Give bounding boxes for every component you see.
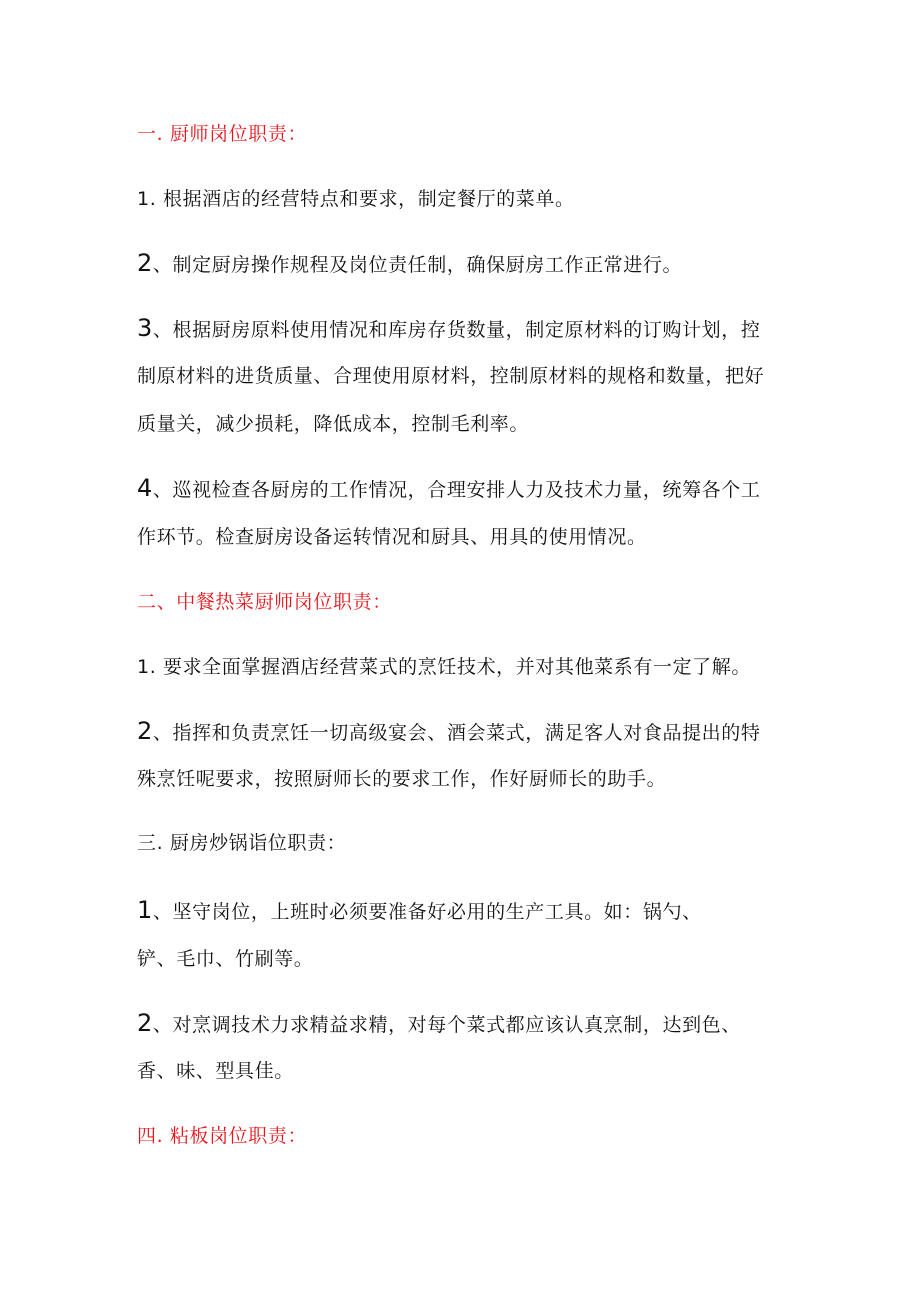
section2-heading: 二、中餐热菜厨师岗位职责： bbox=[137, 591, 392, 613]
section2-item2-line1 bbox=[137, 718, 797, 747]
item-number: 4 bbox=[137, 474, 153, 502]
item-text: 、坚守岗位，上班时必须要准备好必用的生产工具。如：锅勺、 bbox=[152, 901, 702, 923]
item-number: 2 bbox=[137, 1009, 153, 1037]
section2-item1: 1. 要求全面掌握酒店经营菜式的烹饪技术，并对其他菜系有一定了解。 bbox=[137, 656, 751, 678]
section3-item1-line2: 铲、毛巾、竹刷等。 bbox=[137, 948, 314, 970]
section3-heading: 三. 厨房炒锅诣位职责： bbox=[137, 832, 347, 854]
item-number: 3 bbox=[137, 314, 153, 342]
section1-item2 bbox=[137, 250, 797, 279]
section3-item1-line1 bbox=[137, 897, 797, 926]
item-text: 、巡视检查各厨房的工作情况，合理安排人力及技术力量，统筹各个工 bbox=[152, 479, 761, 501]
item-text: 、制定厨房操作规程及岗位责任制，确保厨房工作正常进行。 bbox=[152, 254, 683, 276]
section1-item3-line1 bbox=[137, 315, 797, 344]
item-text: 、根据厨房原料使用情况和库房存货数量，制定原材料的订购计划，控 bbox=[152, 319, 761, 341]
section2-item2-line2: 殊烹饪呢要求，按照厨师长的要求工作，作好厨师长的助手。 bbox=[137, 768, 667, 790]
section4-heading: 四. 粘板岗位职责： bbox=[137, 1125, 308, 1147]
item-number: 2 bbox=[137, 717, 153, 745]
section1-item1: 1. 根据酒店的经营特点和要求，制定餐厅的菜单。 bbox=[137, 188, 575, 210]
section3-item2-line2: 香、味、型具佳。 bbox=[137, 1060, 294, 1082]
section1-item4-line2: 作环节。检查厨房设备运转情况和厨具、用具的使用情况。 bbox=[137, 526, 647, 548]
section3-item2-line1 bbox=[137, 1010, 797, 1039]
item-text: 、指挥和负责烹饪一切高级宴会、酒会菜式，满足客人对食品提出的特 bbox=[152, 722, 761, 744]
section1-heading: 一. 厨师岗位职责： bbox=[137, 123, 308, 145]
section1-item4-line1 bbox=[137, 475, 797, 504]
section1-item3-line3: 质量关，减少损耗，降低成本，控制毛利率。 bbox=[137, 413, 530, 435]
item-number: 1 bbox=[137, 896, 153, 924]
item-text: 、对烹调技术力求精益求精，对每个菜式都应该认真烹制，达到色、 bbox=[152, 1014, 741, 1036]
item-number: 2 bbox=[137, 249, 153, 277]
section1-item3-line2: 制原材料的进货质量、合理使用原材料，控制原材料的规格和数量，把好 bbox=[137, 365, 765, 387]
